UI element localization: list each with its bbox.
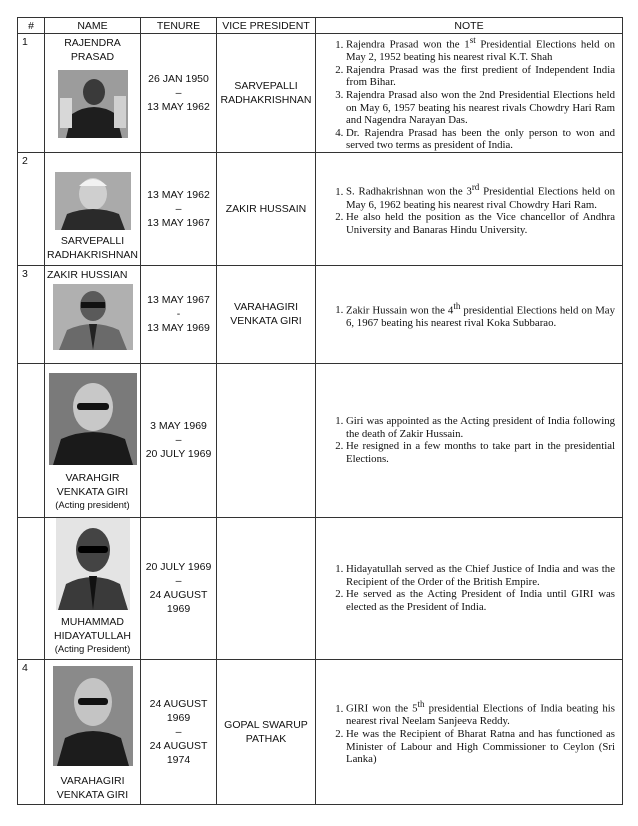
tenure-line: 24 AUGUST: [149, 697, 208, 710]
portrait-photo: [56, 518, 130, 610]
tenure-line: 26 JAN 1950: [148, 72, 209, 85]
name-line: HIDAYATULLAH: [53, 629, 132, 642]
vp-line: ZAKIR HUSSAIN: [225, 202, 307, 215]
row-number: [18, 517, 45, 659]
note-item: 1. Giri was appointed as the Acting president of India following the death of Zakir Hussain.: [346, 415, 615, 440]
tenure-line: 3 MAY 1969: [150, 420, 207, 433]
name-cell: [45, 152, 141, 265]
name-line: RAJENDRA: [64, 37, 121, 49]
note-item: 1. Rajendra Prasad won the 1st Presidential Elections held on May 2, 1952 beating his nearest rival K.T. Shah: [346, 34, 615, 64]
row-number: 4: [18, 659, 45, 804]
name-cell: [45, 265, 141, 363]
name-line: ZAKIR HUSSIAN: [47, 268, 128, 281]
table-row: [18, 659, 623, 804]
note-item: 1. Hidayatullah served as the Chief Justice of India and was the Recipient of the Order of the British Empire.: [346, 563, 615, 588]
vp-line: GOPAL SWARUP: [224, 718, 308, 731]
name-line: SARVEPALLI: [60, 234, 125, 247]
tenure-line: 1969: [166, 603, 191, 616]
table-row: [18, 363, 623, 517]
note-item: 2. He was the Recipient of Bharat Ratna and has functioned as Minister of Labour and High Commissioner to Ceylon (Sri Lanka): [346, 728, 615, 766]
tenure-line: 13 MAY 1962: [147, 100, 210, 113]
vp-cell: [217, 152, 316, 265]
tenure-line: –: [175, 725, 182, 738]
acting-label: (Acting President): [54, 643, 131, 655]
portrait-photo: [55, 172, 131, 230]
header-tenure: TENURE: [141, 18, 217, 34]
tenure-line: 13 MAY 1967: [147, 294, 210, 307]
note-cell: [316, 517, 623, 659]
tenure-cell: [141, 34, 217, 153]
name-line: VARAHGIR: [65, 471, 120, 484]
row-number: 1: [18, 34, 45, 153]
note-item: 4. Dr. Rajendra Prasad has been the only person to won and served two terms as president of India.: [346, 127, 615, 152]
note-item: 3. Rajendra Prasad also won the 2nd Presidential Elections held on May 6, 1957 beating his nearest rivals Chowdry Hari Ram and Nagendra Narayan Das.: [346, 89, 615, 127]
note-cell: [316, 34, 623, 153]
vp-cell: [217, 363, 316, 517]
note-item: 1. Zakir Hussain won the 4th presidential Elections held on May 6, 1967 beating his nearest rival Koka Subbarao.: [346, 300, 615, 330]
header-num: #: [18, 18, 45, 34]
note-item: 2. He served as the Acting President of India until GIRI was elected as the President of India.: [346, 588, 615, 613]
portrait-photo: [53, 284, 133, 350]
note-item: 1. S. Radhakrishnan won the 3rd Presidential Elections held on May 6, 1962 beating his nearest rival Chowdry Hari Ram.: [346, 181, 615, 211]
header-row: [18, 18, 623, 34]
table-row: [18, 34, 623, 153]
tenure-line: –: [175, 202, 182, 215]
name-line: VARAHAGIRI: [60, 774, 125, 787]
tenure-cell: [141, 152, 217, 265]
name-line: MUHAMMAD: [61, 615, 124, 628]
row-number: 2: [18, 152, 45, 265]
tenure-line: 13 MAY 1967: [147, 216, 210, 229]
tenure-line: 20 JULY 1969: [145, 448, 212, 461]
tenure-line: -: [176, 308, 181, 321]
name-cell: [45, 659, 141, 804]
tenure-line: 20 JULY 1969: [145, 561, 212, 574]
name-cell: [45, 34, 141, 153]
table-row: [18, 265, 623, 363]
portrait-photo: [53, 666, 133, 766]
name-line: VENKATA GIRI: [56, 788, 129, 801]
vp-line: VARAHAGIRI: [234, 301, 298, 314]
tenure-line: –: [175, 434, 182, 447]
vp-line: RADHAKRISHNAN: [220, 93, 312, 106]
name-line: RADHAKRISHNAN: [46, 248, 138, 261]
vp-cell: [217, 659, 316, 804]
portrait-photo: [58, 70, 128, 138]
note-item: 1. GIRI won the 5th presidential Elections of India beating his nearest rival Neelam Sanjeeva Reddy.: [346, 698, 615, 728]
note-cell: [316, 152, 623, 265]
vp-cell: [217, 34, 316, 153]
portrait-photo: [49, 373, 137, 465]
tenure-line: –: [175, 575, 182, 588]
row-number: [18, 363, 45, 517]
note-item: 2. He also held the position as the Vice chancellor of Andhra University and Banaras Hindu University.: [346, 211, 615, 236]
tenure-line: 24 AUGUST: [149, 739, 208, 752]
header-note: NOTE: [316, 18, 623, 34]
note-item: 2. Rajendra Prasad was the first predient of Independent India from Bihar.: [346, 64, 615, 89]
header-name: NAME: [45, 18, 141, 34]
tenure-line: 13 MAY 1962: [147, 188, 210, 201]
tenure-line: –: [175, 86, 182, 99]
name-cell: [45, 517, 141, 659]
header-vice-president: VICE PRESIDENT: [217, 18, 316, 34]
tenure-line: 1969: [166, 711, 191, 724]
vp-cell: [217, 517, 316, 659]
table-row: [18, 152, 623, 265]
note-cell: [316, 659, 623, 804]
tenure-line: 24 AUGUST: [149, 589, 208, 602]
tenure-cell: [141, 265, 217, 363]
tenure-line: 1974: [166, 753, 191, 766]
presidents-table: [17, 17, 623, 805]
note-item: 2. He resigned in a few months to take part in the presidential Elections.: [346, 440, 615, 465]
row-number: 3: [18, 265, 45, 363]
acting-label: (Acting president): [55, 499, 130, 511]
tenure-cell: [141, 363, 217, 517]
name-line: VENKATA GIRI: [56, 485, 129, 498]
name-line: PRASAD: [70, 51, 115, 63]
tenure-cell: [141, 517, 217, 659]
table-row: [18, 517, 623, 659]
tenure-line: 13 MAY 1969: [147, 322, 210, 335]
tenure-cell: [141, 659, 217, 804]
vp-line: SARVEPALLI: [234, 79, 298, 92]
note-cell: [316, 265, 623, 363]
vp-line: VENKATA GIRI: [230, 315, 302, 328]
note-cell: [316, 363, 623, 517]
vp-cell: [217, 265, 316, 363]
name-cell: [45, 363, 141, 517]
vp-line: PATHAK: [245, 732, 287, 745]
